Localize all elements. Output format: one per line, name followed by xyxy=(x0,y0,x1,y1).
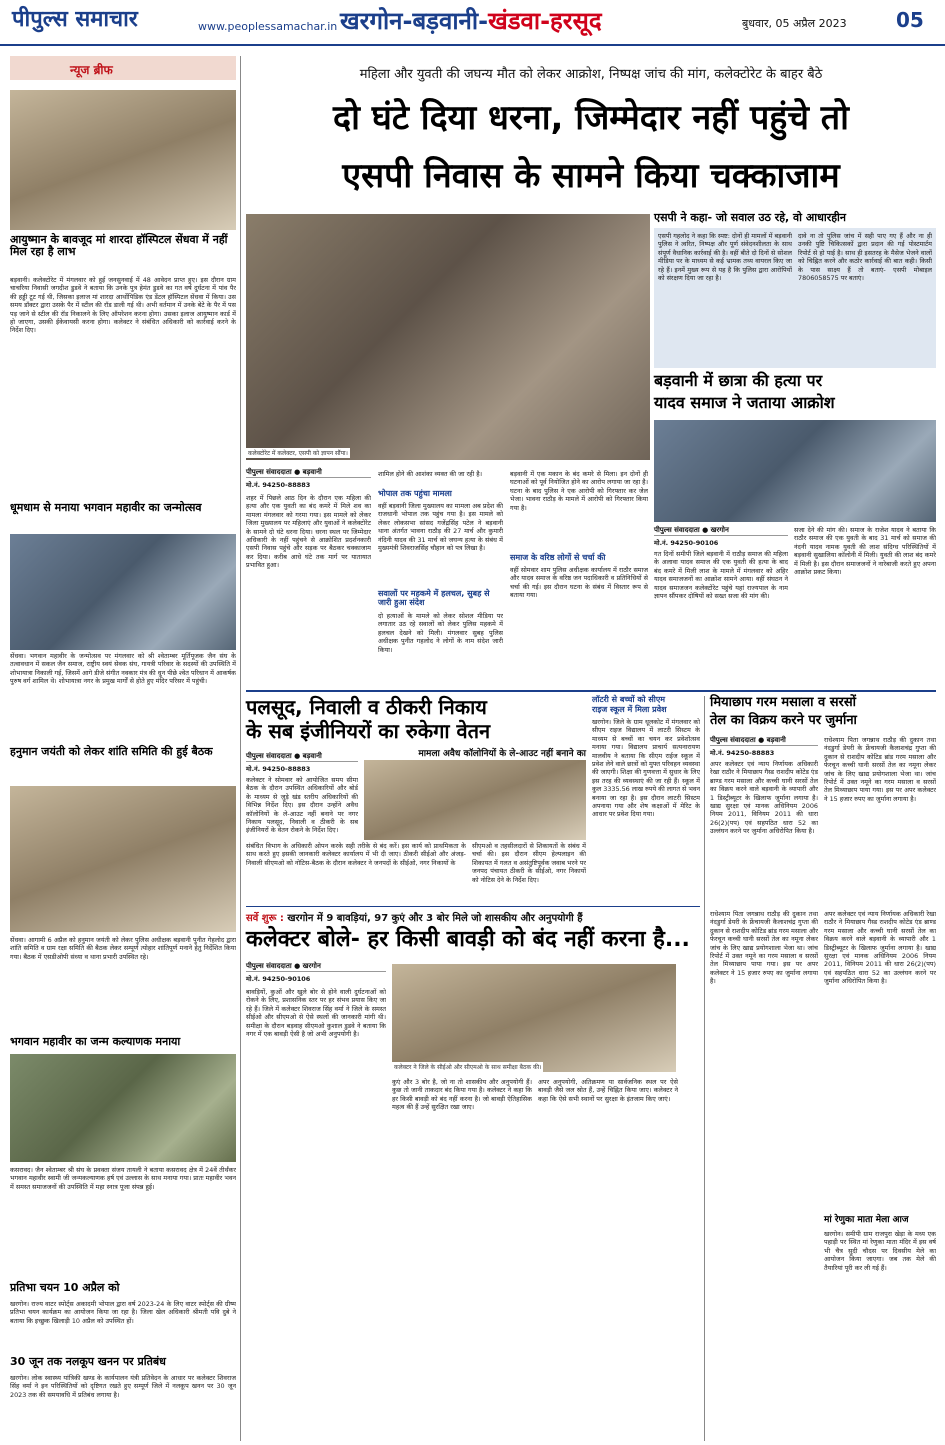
masala-col-3: राधेश्याम पिता जगन्नाथ राठौड़ की दुकान तथा नंदडुर्गा डेयरी के फ्रेंचायजी कैलाशचंद्र गुप्ता की दुकान से राशदीप कोटिड ब्रांड गरम मसाला और फेरचून कच्ची घानी सरसों तेल का नमूना लेकर जांच के लिए खाद्य प्रयोगशाला भेजा था। जांच रिपोर्ट में उक्त नमूने का गरम मसाला व सरसों तेल मिथ्याछाप पाया गया। इस पर अपर कलेक्टर ने 15 हजार रुपए का जुर्माना लगाया है। xyxy=(710,910,818,986)
yadav-body-2: सजा देने की मांग की। समाज के राजेश यादव ने बताया कि राठौर समाज की एक युवती के बाद 31 मार्च को समाज की नंदनी यादव नामक युवती की लाश संदिग्ध परिस्थितियों में बड़वानी सुखालिया कॉलोनी में मिली। युवती की लाश बंद कमरे में मिली है। इस दौरान समाजजनों ने नारेबाजी करते हुए अपना आक्रोश प्रकट किया। xyxy=(794,526,936,577)
masala-headline-1: मियाछाप गरम मसाला व सरसों xyxy=(710,695,857,710)
lead-col-2c: दो हत्याओं के मामले को लेकर सोशल मीडिया पर लगातार उठ रहे सवालों को लेकर पुलिस महकमे में हलचल देखने को मिली। मंगलवार सुबह पुलिस अधीक्षक पुनीत गहलोद ने लोगों के नाम संदेश जारी किया। xyxy=(378,612,503,654)
masala-col-4: अपर कलेक्टर एवं न्याय निर्णायक अधिकारी रेखा राठौर ने मियाछाप गैस्ड राशदीप कोटेड एंड ब्राण्ड गरम मसाला और कच्ची घानी सरसों तेल का विक्रय करने वाले बड़वानी के व्यापारी और 1 डिस्ट्रीब्यूटर के खिलाफ जुर्माना लगाया है। खाद्य सुरक्षा एवं मानक अधिनियम 2006 नियम 2011, विनियम 2011 की धारा 26(2)(पप) एवं सहपठित धारा 52 का उल्लंघन करने पर जुर्माना अधिरोपित किया है। xyxy=(824,910,936,986)
lead-headline-line-2: एसपी निवास के सामने किया चक्काजाम xyxy=(342,156,840,196)
engineers-byline: पीपुल्स संवाददाता ● बड़वानी xyxy=(246,752,358,762)
brief-1-body: बड़वानी। कलेक्टोरेट में मंगलवार को हुई जनसुनवाई में 48 आवेदन प्राप्त हुए। इस दौरान ग्राम चाचरिया निवासी जगदीश डुडवे ने बताया कि उनके पुत्र हेमंत डुडवे का गत वर्ष दुर्घटना में पांव पैर की हड्डी टूट गई थी, जिसका इलाज मां शारदा आर्थोपिडिक एंड डेंटल हॉस्पिटल सेंधवा में किया। उस समय डॉक्टर द्वारा उसके पैर में स्टील की रॉड डाली गई थी। अभी वर्तमान में उनके बेटे के पैर में पस पड़ जाने से स्टील की रॉड निकालने के लिए ऑपरेशन करना होगा। उसका इलाज आयुष्मान कार्ड में हो जाएगा, उसकी ईकेवायसी करना होगा। कलेक्टर ने संबंधित अधिकारी को कार्रवाई करने के निर्देश दिए। xyxy=(10,276,236,335)
renuka-body: खरगोन। समीपी ग्राम राजपुरा खेड़ा के मध्य एक पहाड़ी पर स्थित मां रेणुका माता मंदिर में इस वर्ष भी चैत्र सुदी चौदस पर दिवसीय मेले का आयोजन किया जाएगा। जब तक मेले की तैयारियां पूरी कर ली गई हैं। xyxy=(824,1230,936,1272)
lead-col-2-subhead-2: सवालों पर महकमे में हलचल, सुबह से जारी हुआ संदेश xyxy=(378,589,490,607)
lead-col-2b: वहीं बड़वानी जिला मुख्यालय का मामला अब प्रदेश की राजधानी भोपाल तक पहुंच गया है। इस मामले को लेकर लोकसभा सांसद गजेंद्रसिंह पटेल ने बड़वानी थाना अंतर्गत भावना राठौड़ की 27 मार्च और कुमारी नंदिनी यादव की 31 मार्च को जघन्य हत्या के संबंध में मुख्यमंत्री शिवराजसिंह चौहान को पत्र लिखा है। xyxy=(378,502,503,553)
sp-side-body-1: एसपी गहलोद ने कहा कि स्पष्ट: दोनों ही मामलों में बड़वानी पुलिस ने त्वरित, निष्पक्ष और पूर्ण संवेदनशीलता के साथ संपूर्ण वैधानिक कार्रवाई की है। वहीं बीते दो दिनों से सोशल मीडिया पर के माध्यम से कई भ्रामक तथ्य वायरल किए जा रहे हैं। इनमें मुख्य रूप से यह है कि पुलिस द्वारा आरोपियों को संरक्षण दिया जा रहा है। xyxy=(658,232,792,283)
lottery-headline-1: लॉटरी से बच्चों को सीएम xyxy=(592,695,666,704)
masala-story xyxy=(710,696,936,906)
section-title: खरगोन-बड़वानी-खंडवा-हरसूद xyxy=(340,7,602,35)
yadav-headline-2: यादव समाज ने जताया आक्रोश xyxy=(654,393,835,412)
masala-headline-2: तेल का विक्रय करने पर जुर्माना xyxy=(710,713,857,728)
sp-side-box xyxy=(654,228,936,368)
lead-col-1: शहर में पिछले आठ दिन के दौरान एक महिला की हत्या और एक युवती का बंद कमरे में मिले शव का मामला मंगलवार को गरमा गया। इस मामले को लेकर जिला मुख्यालय पर महिलाएं और युवाओं ने कलेक्टोरेट के सामने दो घंटे धरना दिया। धरना स्थल पर जिम्मेदार अधिकारी के नहीं पहुंचने से आक्रोशित प्रदर्शनकारी एसपी निवास पहुंचे और सड़क पर बैठकर चक्काजाम कर दिया। करीब आधे घंटे तक मार्ग पर यातायात प्रभावित हुआ। xyxy=(246,494,371,570)
brief-1-headline: आयुष्मान के बावजूद मां शारदा हॉस्पिटल सेंधवा में नहीं मिल रहा है लाभ xyxy=(10,233,228,259)
column-divider xyxy=(240,56,241,1441)
engineers-photo-meeting xyxy=(364,760,586,840)
bawdi-body-2: कुएं और 3 बोर है, जो ना तो शासकीय और अनुपयोगी हैं। कुछ तो जानी ताकदार बंद किया गया है। कलेक्टर ने कहा कि हर किसी बावड़ी को बंद नहीं करना है। जो बावड़ी ऐतिहासिक महत्व की हैं उन्हें सुरक्षित रखा जाए। xyxy=(392,1078,532,1112)
lead-col-2a: शामिल होने की आशंका व्यक्त की जा रही है। xyxy=(378,470,483,478)
bawdi-strap-label: सर्वे शुरू : xyxy=(246,913,284,924)
yadav-photo-crowd xyxy=(654,420,936,522)
bawdi-photo-caption: कलेक्टर ने जिले के सीईओ और सीएमओ के साथ समीक्षा बैठक की। xyxy=(394,1064,542,1071)
masala-body-2: राधेश्याम पिता जगन्नाथ राठौड़ की दुकान तथा नंदडुर्गा डेयरी के फ्रेंचायजी कैलाशचंद्र गुप्ता की दुकान से राशदीप कोटिड ब्रांड गरम मसाला और फेरचून कच्ची घानी सरसों तेल का नमूना लेकर जांच के लिए खाद्य प्रयोगशाला भेजा था। जांच रिपोर्ट में उक्त नमूने का गरम मसाला व सरसों तेल मिथ्याछाप पाया गया। इस पर अपर कलेक्टर ने 15 हजार रुपए का जुर्माना लगाया है। xyxy=(824,736,936,803)
brief-2-headline: धूमधाम से मनाया भगवान महावीर का जन्मोत्सव xyxy=(10,501,202,514)
bawdi-body-4: अपर अनुपयोगी, अतिक्रमण या सार्वजनिक स्थल पर ऐसे बावड़ी जैसे जल स्रोत हैं, उन्हें चिह्नित किया जाए। कलेक्टर ने कहा कि ऐसे सभी स्थानों पर सुरक्षा के इंतजाम किए जाएं। xyxy=(538,1078,678,1103)
lead-kicker: महिला और युवती की जघन्य मौत को लेकर आक्रोश, निष्पक्ष जांच की मांग, कलेक्टोरेट के बाहर बैठे xyxy=(359,67,823,82)
yadav-body-1: गत दिनों समीपी जिले बड़वानी में राठौड़ समाज की महिला के अलावा यादव समाज की एक युवती की हत्या के बाद बंद कमरे में मिली लाश के मामले में मंगलवार को अहिर यादव समाजजनों का आक्रोश सामने आया। वहीं संघठन ने यादव समाजजन कलेक्टोरेट पहुंचे यहां राज्यपाल के नाम ज्ञापन सौंपकर दोषियों को सख्त सजा की मांग की। xyxy=(654,550,788,601)
brief-label: न्यूज ब्रीफ xyxy=(10,56,236,80)
brief-photo-meeting xyxy=(10,786,236,932)
section-rule xyxy=(246,906,700,907)
lead-mobile: मो.नं. 94250-88883 xyxy=(246,481,311,489)
news-brief-column xyxy=(10,56,236,1441)
bawdi-story xyxy=(246,910,700,1441)
masala-byline: पीपुल्स संवाददाता ● बड़वानी xyxy=(710,736,818,746)
lead-col-3-subhead: समाज के वरिष्ठ लोगों से चर्चा की xyxy=(510,553,606,562)
yadav-mobile: मो.नं. 94250-90106 xyxy=(654,539,719,547)
sp-side-body-2: दावे ना तो पुलिस जांच में सही पाए गए हैं और ना ही उनकी पुष्टि चिकित्सकों द्वारा प्रदान की गई पोस्टमार्टम रिपोर्ट से हो पाई है। साथ ही इसतरह के मैसेज भेजने वालों को चिह्नित करने और कठोर कार्रवाई की बात कही। किसी के पास साक्ष्य हैं तो बताएं- एसपी मोबाइल 7806058575 पर बताएं। xyxy=(798,232,932,283)
yadav-headline-1: बड़वानी में छात्रा की हत्या पर xyxy=(654,371,823,390)
lottery-headline-2: राइज स्कूल में मिला प्रवेश xyxy=(592,705,667,714)
brief-6-body: खरगोन। लोक स्वास्थ्य यांत्रिकी खण्ड के कार्यपालन यंत्री प्रतिवेदन के आधार पर कलेक्टर शिवराज सिंह वर्मा ने इन परिस्थितियों को दृष्टिगत रखते हुए सम्पूर्ण जिले में नलकूप खनन पर 30 जून 2023 तक की समयावधि में प्रतिबंध लगाया है। xyxy=(10,1374,236,1399)
bawdi-byline: पीपुल्स संवाददाता ● खरगोन xyxy=(246,962,386,972)
brief-photo-hearing xyxy=(10,90,236,230)
brief-photo-jain-event xyxy=(10,1054,236,1162)
engineers-headline-1: पलसूद, निवाली व ठीकरी निकाय xyxy=(246,695,487,719)
bawdi-strap-text: खरगोन में 9 बावड़ियां, 97 कुएं और 3 बोर मिले जो शासकीय और अनुपयोगी हैं xyxy=(287,913,583,924)
website-link[interactable]: www.peoplessamachar.in xyxy=(198,20,338,33)
lead-photo-protest xyxy=(246,214,650,460)
brief-3-headline: हनुमान जयंती को लेकर शांति समिति की हुई बैठक xyxy=(10,745,213,758)
lottery-body: खरगोन। जिले के ग्राम धूलकोट में मंगलवार को सीएम राइज विद्यालय में लाटरी सिस्टम के माध्यम से बच्चों का चयन कर प्रवेशोत्सव मनाया गया। विद्यालय प्राचार्य सत्यनारायण मालवीय ने बताया कि सीएम राईज स्कूल में प्रवेश लेने वाले छात्रों को मुफ्त परिवहन व्यवस्था की जाएगी। शिक्षा की गुणवत्ता में सुधार के लिए इस तरह की व्यवस्थाएं की जा रही हैं। स्कूल में कुल 3335.56 लाख रुपये की लागत से भवन बनाया जा रहा है। इस दौरान लाटरी सिस्टम अपनाया गया और शेष कक्षाओं में मेरिट के आधार पर प्रवेश दिया गया। xyxy=(592,718,700,819)
masala-mobile: मो.नं. 94250-88883 xyxy=(710,749,775,757)
issue-date: बुधवार, 05 अप्रैल 2023 xyxy=(742,17,847,30)
engineers-kicker: मामला अवैध कॉलोनियों के ले-आउट नहीं बनाने का xyxy=(418,749,586,759)
engineers-body-3: सीएमओ व तहसीलदारों से शिकायतों के संबंध में चर्चा की। इस दौरान सीएम हेल्पलाइन की शिकायत में गलत व असंतुष्टिपूर्वक जवाब भरने पर जनपद पंचायत ठीकरी के सीईओ, नगर निकायों को नोटिस देने के निर्देश दिए। xyxy=(472,842,586,884)
page-number: 05 xyxy=(896,8,924,32)
lead-col-3a: बड़वानी में एक मकान के बंद कमरे से मिला। इन दोनों ही घटनाओं को पूर्व नियोजित होने का आरोप लगाया जा रहा है। घटना के बाद पुलिस ने एक आरोपी को गिरफ्तार कर जेल भेजा। भावना राठौड़ के मामले में आरोपी को गिरफ्तार किया गया है। xyxy=(510,470,648,512)
brief-5-body: खरगोन। राज्य वाटर स्पोर्ट्स अकादमी भोपाल द्वारा वर्ष 2023-24 के लिए वाटर स्पोर्ट्स की ग्रीष्म प्रतिभा चयन कार्यक्रम का आयोजन किया जा रहा है। जिला खेल अधिकारी श्रीमती पवि दुबे ने बताया कि इच्छुक खिलाड़ी 10 अप्रैल को उपस्थित हों। xyxy=(10,1300,236,1325)
masala-body: अपर कलेक्टर एवं न्याय निर्णायक अधिकारी रेखा राठौर ने मियाछाप गैस्ड राशदीप कोटेड एंड ब्राण्ड गरम मसाला और कच्ची घानी सरसों तेल का विक्रय करने वाले बड़वानी के व्यापारी और 1 डिस्ट्रीब्यूटर के खिलाफ जुर्माना लगाया है। खाद्य सुरक्षा एवं मानक अधिनियम 2006 नियम 2011, विनियम 2011 की धारा 26(2)(पप) एवं सहपठित धारा 52 का उल्लंघन करने पर जुर्माना अधिरोपित किया है। xyxy=(710,760,818,836)
brief-photo-procession xyxy=(10,534,236,650)
bawdi-headline: कलेक्टर बोले- हर किसी बावड़ी को बंद नहीं करना है... xyxy=(246,927,690,952)
section-rule xyxy=(246,690,936,692)
brief-2-body: सेंधवा। भगवान महावीर के जन्मोत्सव पर मंगलवार को श्री श्वेताम्बर मूर्तिपूजक जैन संघ के तत्वावधान में सकल जैन समाज, राष्ट्रीय स्वयं सेवक संघ, गायत्री परिवार के सदस्यों की उपस्थिति में शोभायात्रा निकाली गई, जिसमें आगे डीजे संगीत नवकार मंत्र की धुन पीछे श्वेत परिधान में आकर्षक पुरुष वर्ग शामिल थे। शोभायात्रा नगर के प्रमुख मार्गों से होते हुए मंदिर परिसर में पहुंची। xyxy=(10,652,236,686)
masthead xyxy=(0,0,945,46)
lead-photo-caption: कलेक्टोरेट में कलेक्टर, एसपी को ज्ञापन सौंपा। xyxy=(248,450,348,457)
brief-5-headline: प्रतिभा चयन 10 अप्रैल को xyxy=(10,1281,120,1294)
column-divider xyxy=(704,696,705,1441)
lead-byline: पीपुल्स संवाददाता ● बड़वानी xyxy=(246,468,371,478)
yadav-byline: पीपुल्स संवाददाता ● खरगोन xyxy=(654,526,788,536)
brief-4-body: कसरावद। जैन श्वेताम्बर श्री संघ के प्रवक्ता संजय तायली ने बताया कसरावद क्षेत्र में 24वें तीर्थंकर भगवान महावीर स्वामी जी जन्मकल्याणक हर्ष एवं उल्लास के साथ मनाया गया। प्रातः महावीर भवन में समस्त समाजजनों की उपस्थिति में महा स्नात्र पूजा संपन्न हुई। xyxy=(10,1166,236,1191)
brief-6-headline: 30 जून तक नलकूप खनन पर प्रतिबंध xyxy=(10,1355,166,1368)
lead-headline-line-1: दो घंटे दिया धरना, जिम्मेदार नहीं पहुंचे तो xyxy=(333,98,849,138)
engineers-story xyxy=(246,696,586,840)
engineers-body: कलेक्टर ने सोमवार को आयोजित समय सीमा बैठक के दौरान उपस्थित अधिकारियों और बोर्ड के माध्यम से जुड़े खंड स्तरीय अधिकारियों की विभिन्न निर्देश दिए। इस दौरान उन्होंने अवैध कॉलोनियों के ले-आउट नहीं बनाने पर नगर निकाय पलसूद, निवाली व ठीकरी के सब इंजीनियरों के वेतन रोकने के निर्देश दिए। xyxy=(246,776,358,835)
bawdi-strap xyxy=(246,910,700,924)
engineers-body-2: संबंधित विभाग के अधिकारी ओपन करके सही तरीके से बंद करें। इस कार्य को प्राथमिकता के साथ करते हुए इसकी जानकारी कलेक्टर कार्यालय में भी दी जाए। ठीकरी सीईओ और अंजड़-निवाली सीएमओ को नोटिस-बैठक के दौरान कलेक्टर ने जनपदों के सीईओ, नगर निकायों के xyxy=(246,842,466,867)
yadav-story xyxy=(654,372,936,686)
engineers-mobile: मो.नं. 94250-88883 xyxy=(246,765,311,773)
bawdi-photo-review xyxy=(392,964,676,1072)
renuka-headline: मां रेणुका माता मेला आज xyxy=(824,1215,909,1225)
lead-col-3b: वहीं सोमवार शाम पुलिस अधीक्षक कार्यालय में राठौर समाज और यादव समाज के वरिष्ठ जन पदाधिकारी व प्रतिनिधियों से चर्चा की गई। इस दौरान घटना के संबंध में विस्तार रूप से बताया गया। xyxy=(510,566,648,600)
sp-side-headline: एसपी ने कहा- जो सवाल उठ रहे, वो आधारहीन xyxy=(654,211,846,224)
bawdi-body: बावड़ियों, कुओं और खुले बोर से होने वाली दुर्घटनाओं को रोकने के लिए, प्रशासनिक स्तर पर हर संभव प्रयास किए जा रहे हैं। जिले में कलेक्टर शिवराज सिंह वर्मा ने जिले के समस्त सीईओ और सीएमओ से ऐसे स्थलों की जानकारी मांगी थी। समीक्षा के दौरान बड़वाह सीएमओ कुशाल डुडवे ने बताया कि नगर में एक बावड़ी ऐसी है जो अभी अनुपयोगी है। xyxy=(246,988,386,1039)
newspaper-logo: पीपुल्स समाचार xyxy=(12,7,138,32)
lead-col-2-subhead: भोपाल तक पहुंचा मामला xyxy=(378,489,452,498)
brief-3-body: सेंधवा। आगामी 6 अप्रैल को हनुमान जयंती को लेकर पुलिस अधीक्षक बड़वानी पुनीत गेहलोद द्वारा शांति समिति व ग्राम रक्षा समिति की बैठक लेकर सम्पूर्ण त्योहार शांतिपूर्ण मनाने हेतु निर्देशित किया गया। बैठक में एसडीओपी संध्या व थाना प्रभारी उपस्थित रहे। xyxy=(10,936,236,961)
brief-4-headline: भगवान महावीर का जन्म कल्याणक मनाया xyxy=(10,1035,181,1048)
lottery-story xyxy=(592,696,700,902)
bawdi-mobile: मो.नं. 94250-90106 xyxy=(246,975,311,983)
engineers-headline-2: के सब इंजीनियरों का रुकेगा वेतन xyxy=(246,719,491,743)
